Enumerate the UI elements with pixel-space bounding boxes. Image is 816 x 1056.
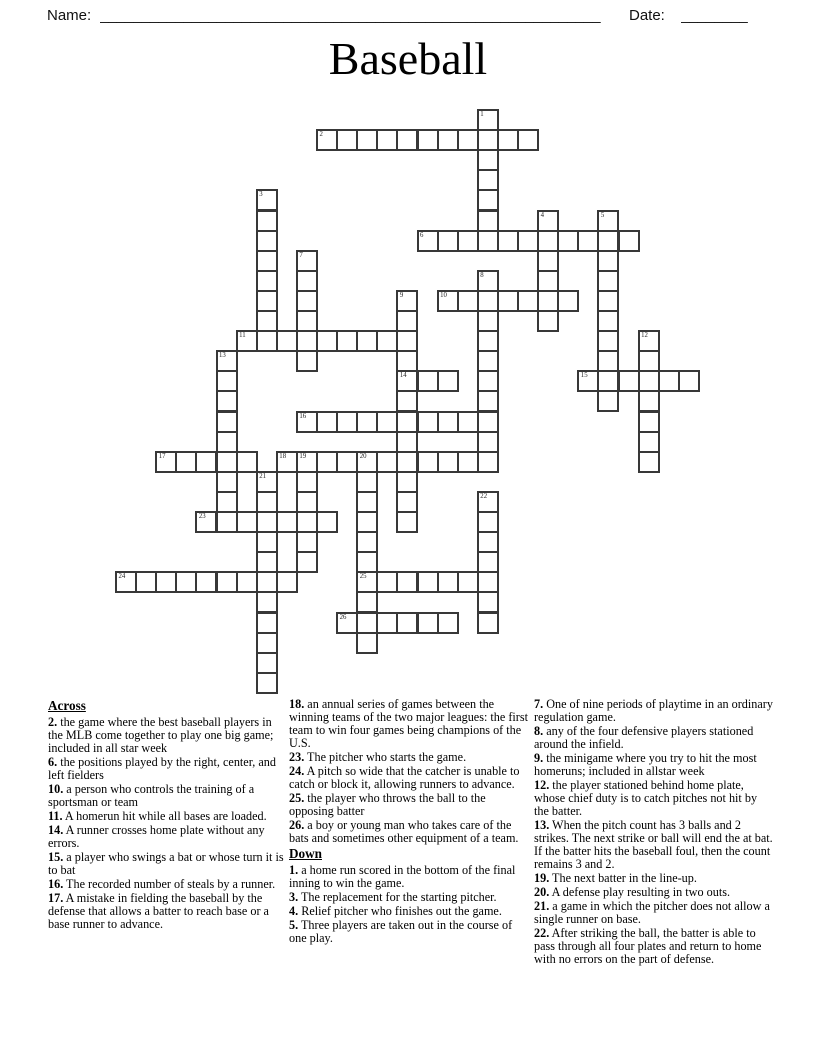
grid-cell[interactable] <box>396 310 418 332</box>
cell-number: 17 <box>158 452 166 460</box>
grid-cell[interactable] <box>256 672 278 694</box>
page-title: Baseball <box>328 33 488 84</box>
cell-number: 10 <box>440 291 447 299</box>
clue-number: 15. <box>48 850 64 864</box>
clue-item: 17. A mistake in fielding the baseball by the defense that allows a batter to reach base or a base runner to advance. <box>48 891 269 931</box>
cell-number: 5 <box>600 211 605 219</box>
grid-cell[interactable] <box>477 390 499 412</box>
cell-number: 25 <box>359 573 367 581</box>
grid-cell[interactable] <box>396 411 418 433</box>
grid-cell[interactable] <box>256 189 278 211</box>
grid-cell[interactable] <box>557 230 579 252</box>
grid-cell[interactable] <box>195 451 217 473</box>
clue-number: 17. <box>48 891 64 905</box>
clue-item: 3. The replacement for the starting pitcher. <box>289 890 497 904</box>
name-fill-in-line[interactable]: ____________________________________________________________ <box>100 7 601 24</box>
grid-cell[interactable] <box>396 491 418 513</box>
cell-number: 16 <box>299 412 307 420</box>
grid-cell[interactable] <box>437 571 459 593</box>
grid-cell[interactable] <box>296 551 318 573</box>
grid-cell[interactable] <box>356 511 378 533</box>
clue-number: 25. <box>289 791 305 805</box>
grid-cell[interactable] <box>296 451 318 473</box>
grid-cell[interactable] <box>376 411 398 433</box>
grid-cell[interactable] <box>296 531 318 553</box>
grid-cell[interactable] <box>175 451 197 473</box>
grid-cell[interactable] <box>477 270 499 292</box>
grid-cell[interactable] <box>216 451 238 473</box>
grid-cell[interactable] <box>517 230 539 252</box>
grid-cell[interactable] <box>336 411 358 433</box>
grid-cell[interactable] <box>256 591 278 613</box>
grid-cell[interactable] <box>597 290 619 312</box>
grid-cell[interactable] <box>477 129 499 151</box>
grid-cell[interactable] <box>396 511 418 533</box>
clue-item: 5. Three players are taken out in the course of one play. <box>289 918 513 945</box>
grid-cell[interactable] <box>336 451 358 473</box>
grid-cell[interactable] <box>316 451 338 473</box>
grid-cell[interactable] <box>276 511 298 533</box>
grid-cell[interactable] <box>256 290 278 312</box>
cell-number: 2 <box>319 131 323 139</box>
grid-cell[interactable] <box>396 350 418 372</box>
grid-cell[interactable] <box>296 250 318 272</box>
cell-number: 1 <box>480 111 484 118</box>
cell-number: 22 <box>480 492 488 500</box>
clue-item: 11. A homerun hit while all bases are loaded. <box>48 809 267 823</box>
grid-cell[interactable] <box>477 451 499 473</box>
grid-cell[interactable] <box>477 571 499 593</box>
grid-cell[interactable] <box>477 431 499 453</box>
grid-cell[interactable] <box>597 350 619 372</box>
grid-cell[interactable] <box>396 129 418 151</box>
cell-number: 11 <box>239 332 246 340</box>
cell-number: 3 <box>259 191 263 199</box>
grid-cell[interactable] <box>316 129 338 151</box>
cell-number: 8 <box>480 271 484 279</box>
grid-cell[interactable] <box>477 230 499 252</box>
grid-cell[interactable] <box>396 290 418 312</box>
grid-cell[interactable] <box>537 230 559 252</box>
clue-item: 6. the positions played by the right, center, and left fielders <box>48 755 276 782</box>
clue-number: 4. <box>289 904 299 918</box>
clue-number: 26. <box>289 818 305 832</box>
grid-cell[interactable] <box>638 330 660 352</box>
grid-cell[interactable] <box>477 370 499 392</box>
cell-number: 20 <box>359 452 367 460</box>
grid-cell[interactable] <box>638 350 660 372</box>
grid-cell[interactable] <box>618 370 640 392</box>
date-fill-in-line[interactable]: ________ <box>681 7 748 24</box>
header-row <box>0 4 816 28</box>
clue-item: 26. a boy or young man who takes care of the bats and sometimes other equipment of a team. <box>289 818 519 845</box>
grid-cell[interactable] <box>256 471 278 493</box>
grid-cell[interactable] <box>256 511 278 533</box>
grid-cell[interactable] <box>597 270 619 292</box>
grid-cell[interactable] <box>477 109 499 131</box>
clue-number: 8. <box>534 724 544 738</box>
grid-cell[interactable] <box>216 491 238 513</box>
clue-item: 19. The next batter in the line-up. <box>534 871 697 885</box>
grid-cell[interactable] <box>638 411 660 433</box>
clue-item: 4. Relief pitcher who finishes out the game. <box>289 904 502 918</box>
grid-cell[interactable] <box>195 571 217 593</box>
grid-cell[interactable] <box>336 612 358 634</box>
grid-cell[interactable] <box>155 571 177 593</box>
grid-cell[interactable] <box>437 230 459 252</box>
clue-item: 25. the player who throws the ball to the opposing batter <box>289 791 486 818</box>
grid-cell[interactable] <box>537 310 559 332</box>
clue-item: 12. the player stationed behind home plate, whose chief duty is to catch pitches not hit by the batter. <box>534 778 758 818</box>
clue-item: 8. any of the four defensive players stationed around the infield. <box>534 724 754 751</box>
grid-cell[interactable] <box>477 189 499 211</box>
grid-cell[interactable] <box>296 491 318 513</box>
grid-cell[interactable] <box>356 531 378 553</box>
cell-number: 12 <box>641 332 648 340</box>
grid-cell[interactable] <box>256 652 278 674</box>
clue-number: 19. <box>534 871 550 885</box>
grid-cell[interactable] <box>236 571 258 593</box>
grid-cell[interactable] <box>376 571 398 593</box>
grid-cell[interactable] <box>457 451 479 473</box>
grid-cell[interactable] <box>296 290 318 312</box>
grid-cell[interactable] <box>417 612 439 634</box>
grid-cell[interactable] <box>497 290 519 312</box>
grid-cell[interactable] <box>256 210 278 232</box>
grid-cell[interactable] <box>638 390 660 412</box>
clue-item: 20. A defense play resulting in two outs. <box>534 885 730 899</box>
grid-cell[interactable] <box>417 230 439 252</box>
grid-cell[interactable] <box>417 451 439 473</box>
date-label: Date: <box>629 7 665 24</box>
grid-cell[interactable] <box>216 431 238 453</box>
clue-item: 10. a person who controls the training of a sportsman or team <box>48 782 255 809</box>
grid-cell[interactable] <box>256 531 278 553</box>
clue-number: 16. <box>48 877 64 891</box>
grid-cell[interactable] <box>437 411 459 433</box>
clue-item: 9. the minigame where you try to hit the most homeruns; included in allstar week <box>534 751 757 778</box>
grid-cell[interactable] <box>316 330 338 352</box>
clue-number: 20. <box>534 885 550 899</box>
grid-cell[interactable] <box>597 210 619 232</box>
grid-cell[interactable] <box>316 511 338 533</box>
cell-number: 26 <box>339 613 347 621</box>
grid-cell[interactable] <box>417 411 439 433</box>
grid-cell[interactable] <box>216 471 238 493</box>
clue-item: 22. After striking the ball, the batter is able to pass through all four plates and return to home with no errors on the part of defense. <box>534 926 762 966</box>
grid-cell[interactable] <box>356 571 378 593</box>
cell-number: 7 <box>299 251 303 259</box>
grid-cell[interactable] <box>477 511 499 533</box>
grid-cell[interactable] <box>437 370 459 392</box>
grid-cell[interactable] <box>256 310 278 332</box>
grid-cell[interactable] <box>296 330 318 352</box>
cell-number: 23 <box>198 513 206 520</box>
grid-cell[interactable] <box>417 129 439 151</box>
grid-cell[interactable] <box>276 330 298 352</box>
clue-number: 24. <box>289 764 305 778</box>
grid-cell[interactable] <box>577 230 599 252</box>
grid-cell[interactable] <box>356 451 378 473</box>
grid-cell[interactable] <box>256 330 278 352</box>
cell-number: 14 <box>399 372 407 380</box>
grid-cell[interactable] <box>216 390 238 412</box>
grid-cell[interactable] <box>376 129 398 151</box>
grid-cell[interactable] <box>396 330 418 352</box>
grid-cell[interactable] <box>356 632 378 654</box>
grid-cell[interactable] <box>477 491 499 513</box>
grid-cell[interactable] <box>256 491 278 513</box>
grid-cell[interactable] <box>256 551 278 573</box>
grid-cell[interactable] <box>236 330 258 352</box>
grid-cell[interactable] <box>477 531 499 553</box>
grid-cell[interactable] <box>115 571 137 593</box>
clue-number: 1. <box>289 863 299 877</box>
grid-cell[interactable] <box>236 511 258 533</box>
grid-cell[interactable] <box>537 270 559 292</box>
clue-item: 13. When the pitch count has 3 balls and 2 strikes. The next strike or ball will end the at bat. If the batter hits the baseball foul, then the count remains 3 and 2. <box>534 818 773 871</box>
grid-cell[interactable] <box>497 129 519 151</box>
clue-number: 7. <box>534 697 544 711</box>
grid-cell[interactable] <box>437 290 459 312</box>
grid-cell[interactable] <box>457 290 479 312</box>
grid-cell[interactable] <box>618 230 640 252</box>
grid-cell[interactable] <box>216 411 238 433</box>
grid-cell[interactable] <box>477 551 499 573</box>
grid-cell[interactable] <box>216 511 238 533</box>
clue-column-left <box>48 698 284 932</box>
grid-cell[interactable] <box>195 511 217 533</box>
grid-cell[interactable] <box>437 612 459 634</box>
grid-cell[interactable] <box>477 612 499 634</box>
clue-item: 16. The recorded number of steals by a runner. <box>48 877 276 891</box>
cell-number: 21 <box>259 472 266 480</box>
grid-cell[interactable] <box>477 210 499 232</box>
grid-cell[interactable] <box>296 411 318 433</box>
clue-number: 11. <box>48 809 63 823</box>
grid-cell[interactable] <box>477 290 499 312</box>
cell-number: 19 <box>299 452 307 460</box>
grid-cell[interactable] <box>517 129 539 151</box>
cell-number: 13 <box>219 352 226 360</box>
grid-cell[interactable] <box>376 330 398 352</box>
grid-cell[interactable] <box>155 451 177 473</box>
grid-cell[interactable] <box>396 390 418 412</box>
clue-number: 13. <box>534 818 550 832</box>
grid-cell[interactable] <box>256 270 278 292</box>
grid-cell[interactable] <box>597 230 619 252</box>
grid-cell[interactable] <box>296 471 318 493</box>
grid-cell[interactable] <box>597 310 619 332</box>
cell-number: 15 <box>580 372 588 380</box>
grid-cell[interactable] <box>396 451 418 473</box>
grid-cell[interactable] <box>296 511 318 533</box>
clue-column-right <box>534 698 774 967</box>
grid-cell[interactable] <box>316 411 338 433</box>
grid-cell[interactable] <box>577 370 599 392</box>
grid-cell[interactable] <box>477 330 499 352</box>
clue-number: 21. <box>534 899 550 913</box>
grid-cell[interactable] <box>256 632 278 654</box>
grid-cell[interactable] <box>477 350 499 372</box>
clue-list-heading: Down <box>289 846 322 861</box>
grid-cell[interactable] <box>396 612 418 634</box>
grid-cell[interactable] <box>658 370 680 392</box>
clue-item: 1. a home run scored in the bottom of the final inning to win the game. <box>289 863 516 890</box>
grid-cell[interactable] <box>597 250 619 272</box>
grid-cell[interactable] <box>356 129 378 151</box>
grid-cell[interactable] <box>356 411 378 433</box>
clue-number: 6. <box>48 755 58 769</box>
crossword-grid <box>116 110 700 694</box>
clue-number: 2. <box>48 715 58 729</box>
clue-item: 7. One of nine periods of playtime in an ordinary regulation game. <box>534 697 773 724</box>
clue-item: 2. the game where the best baseball players in the MLB come together to play one big game; included in all star week <box>48 715 274 755</box>
grid-cell[interactable] <box>638 431 660 453</box>
clue-item: 15. a player who swings a bat or whose turn it is to bat <box>48 850 284 877</box>
clue-item: 14. A runner crosses home plate without any errors. <box>48 823 265 850</box>
grid-cell[interactable] <box>457 411 479 433</box>
grid-cell[interactable] <box>336 129 358 151</box>
grid-cell[interactable] <box>236 451 258 473</box>
clue-number: 10. <box>48 782 64 796</box>
grid-cell[interactable] <box>396 571 418 593</box>
grid-cell[interactable] <box>175 571 197 593</box>
grid-cell[interactable] <box>396 370 418 392</box>
grid-cell[interactable] <box>417 370 439 392</box>
grid-cell[interactable] <box>276 451 298 473</box>
clue-item: 21. a game in which the pitcher does not allow a single runner on base. <box>534 899 770 926</box>
grid-cell[interactable] <box>376 612 398 634</box>
grid-cell[interactable] <box>638 451 660 473</box>
cell-number: 4 <box>540 211 544 219</box>
clue-item: 23. The pitcher who starts the game. <box>289 750 467 764</box>
grid-cell[interactable] <box>216 370 238 392</box>
grid-cell[interactable] <box>135 571 157 593</box>
grid-cell[interactable] <box>356 471 378 493</box>
grid-cell[interactable] <box>597 330 619 352</box>
clue-number: 12. <box>534 778 550 792</box>
grid-cell[interactable] <box>537 250 559 272</box>
grid-cell[interactable] <box>477 149 499 171</box>
grid-cell[interactable] <box>457 129 479 151</box>
grid-cell[interactable] <box>276 571 298 593</box>
grid-cell[interactable] <box>356 612 378 634</box>
grid-cell[interactable] <box>396 431 418 453</box>
grid-cell[interactable] <box>597 390 619 412</box>
clue-number: 5. <box>289 918 299 932</box>
grid-cell[interactable] <box>557 290 579 312</box>
name-label: Name: <box>47 7 92 24</box>
clue-number: 9. <box>534 751 544 765</box>
grid-cell[interactable] <box>437 129 459 151</box>
grid-cell[interactable] <box>356 330 378 352</box>
grid-cell[interactable] <box>216 571 238 593</box>
clue-item: 24. A pitch so wide that the catcher is unable to catch or block it, allowing runners to advance. <box>289 764 520 791</box>
grid-cell[interactable] <box>256 612 278 634</box>
grid-cell[interactable] <box>537 210 559 232</box>
grid-cell[interactable] <box>256 250 278 272</box>
clue-number: 23. <box>289 750 305 764</box>
grid-cell[interactable] <box>296 350 318 372</box>
grid-cell[interactable] <box>597 370 619 392</box>
clue-number: 14. <box>48 823 64 837</box>
grid-cell[interactable] <box>336 330 358 352</box>
cell-number: 9 <box>399 291 404 299</box>
grid-cell[interactable] <box>417 571 439 593</box>
grid-cell[interactable] <box>356 591 378 613</box>
clue-number: 18. <box>289 697 305 711</box>
clue-column-middle <box>289 698 529 946</box>
clue-number: 22. <box>534 926 550 940</box>
grid-cell[interactable] <box>678 370 700 392</box>
clue-list-heading: Across <box>48 698 86 713</box>
grid-cell[interactable] <box>537 290 559 312</box>
grid-cell[interactable] <box>638 370 660 392</box>
grid-cell[interactable] <box>477 411 499 433</box>
grid-cell[interactable] <box>296 310 318 332</box>
grid-cell[interactable] <box>356 551 378 573</box>
grid-cell[interactable] <box>457 230 479 252</box>
grid-cell[interactable] <box>457 571 479 593</box>
grid-cell[interactable] <box>477 310 499 332</box>
grid-cell[interactable] <box>256 230 278 252</box>
grid-cell[interactable] <box>497 230 519 252</box>
grid-cell[interactable] <box>256 571 278 593</box>
grid-cell[interactable] <box>396 471 418 493</box>
grid-cell[interactable] <box>216 350 238 372</box>
cell-number: 6 <box>420 231 424 239</box>
clue-item: 18. an annual series of games between the winning teams of the two major leagues: the first team to win four games being champions of the U.S. <box>289 697 528 750</box>
grid-cell[interactable] <box>376 451 398 473</box>
cell-number: 24 <box>118 573 126 581</box>
cell-number: 18 <box>279 452 287 460</box>
grid-cell[interactable] <box>356 491 378 513</box>
grid-cell[interactable] <box>437 451 459 473</box>
grid-cell[interactable] <box>477 591 499 613</box>
grid-cell[interactable] <box>296 270 318 292</box>
grid-cell[interactable] <box>517 290 539 312</box>
clue-number: 3. <box>289 890 299 904</box>
grid-cell[interactable] <box>477 169 499 191</box>
